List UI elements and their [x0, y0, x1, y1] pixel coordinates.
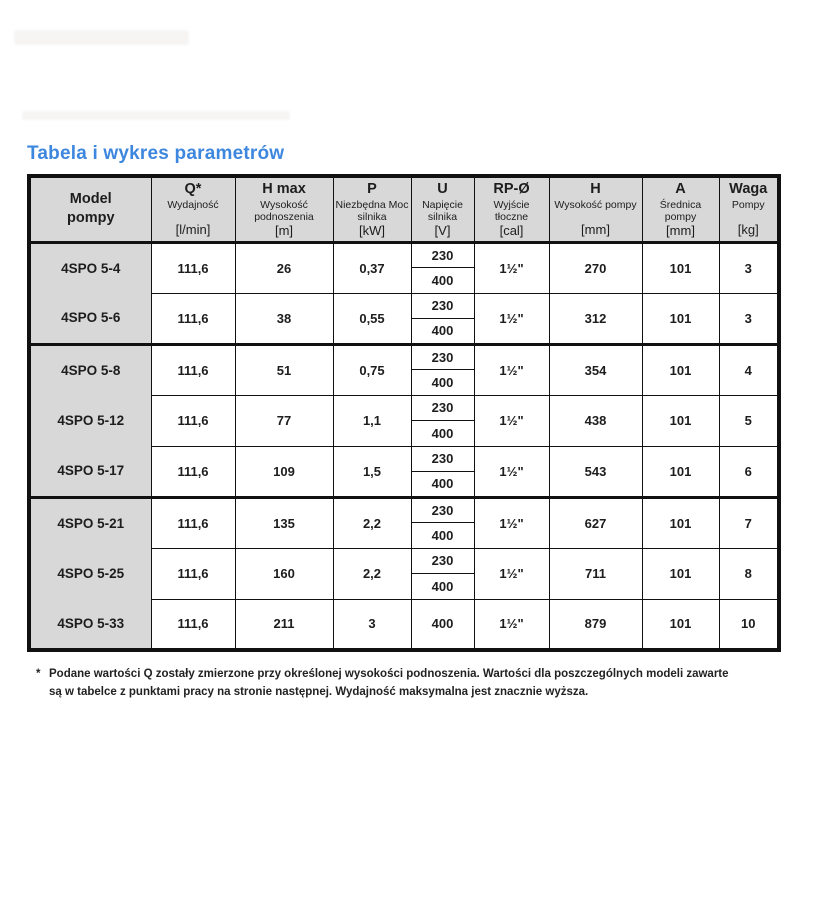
- cell-u-voltage: 400: [411, 370, 474, 396]
- column-header-u: [411, 176, 474, 242]
- header-description: Średnica pompy: [659, 198, 702, 224]
- column-header-content: [720, 178, 778, 240]
- cell-u-voltage: 400: [411, 268, 474, 294]
- column-header-p: [333, 176, 411, 242]
- cell-hmax: 77: [235, 395, 333, 446]
- cell-model: 4SPO 5-8: [29, 344, 151, 395]
- cell-q: 111,6: [151, 395, 235, 446]
- column-header-q: [151, 176, 235, 242]
- page-title: Tabela i wykres parametrów: [27, 143, 285, 164]
- cell-h: 627: [549, 497, 642, 548]
- column-header-h: [549, 176, 642, 242]
- cell-rp: 1½": [474, 242, 549, 293]
- cell-p: 0,37: [333, 242, 411, 293]
- cell-model: 4SPO 5-25: [29, 548, 151, 599]
- header-unit: [cal]: [499, 222, 524, 238]
- table-row: [29, 548, 779, 574]
- cell-a: 101: [642, 293, 719, 344]
- faded-artifact-top: [14, 30, 189, 45]
- cell-hmax: 26: [235, 242, 333, 293]
- cell-rp: 1½": [474, 395, 549, 446]
- cell-p: 0,75: [333, 344, 411, 395]
- column-header-content: [334, 178, 411, 240]
- cell-u-voltage: 230: [411, 497, 474, 523]
- cell-hmax: 51: [235, 344, 333, 395]
- cell-hmax: 135: [235, 497, 333, 548]
- cell-rp: 1½": [474, 446, 549, 497]
- cell-q: 111,6: [151, 497, 235, 548]
- cell-q: 111,6: [151, 242, 235, 293]
- cell-p: 1,1: [333, 395, 411, 446]
- header-symbol: RP-Ø: [493, 181, 530, 198]
- cell-u-voltage: 400: [411, 523, 474, 549]
- cell-model: 4SPO 5-4: [29, 242, 151, 293]
- cell-hmax: 160: [235, 548, 333, 599]
- cell-u-voltage: 230: [411, 344, 474, 370]
- header-unit: [kW]: [359, 222, 385, 238]
- table-row: [29, 599, 779, 650]
- cell-waga: 4: [719, 344, 779, 395]
- column-header-waga: [719, 176, 779, 242]
- column-header-content: [412, 178, 474, 240]
- column-header-rp: [474, 176, 549, 242]
- table-row: [29, 293, 779, 319]
- cell-h: 270: [549, 242, 642, 293]
- cell-h: 312: [549, 293, 642, 344]
- header-symbol: Q*: [184, 181, 202, 198]
- cell-h: 543: [549, 446, 642, 497]
- cell-waga: 10: [719, 599, 779, 650]
- parameters-table-wrapper: [27, 174, 781, 652]
- header-description: Napięcie silnika: [422, 198, 463, 224]
- cell-u-voltage: 400: [411, 421, 474, 447]
- cell-u-voltage: 230: [411, 395, 474, 421]
- footnote-line: Podane wartości Q zostały zmierzone przy określonej wysokości podnoszenia. Wartości dla poszczególnych modeli zawarte: [49, 668, 729, 680]
- column-header-content: [236, 178, 333, 240]
- header-symbol: Waga: [729, 181, 768, 198]
- cell-model: 4SPO 5-12: [29, 395, 151, 446]
- cell-a: 101: [642, 395, 719, 446]
- header-line: pompy: [66, 210, 115, 227]
- header-description: Wyjście tłoczne: [493, 198, 530, 224]
- cell-u-voltage: 400: [411, 472, 474, 498]
- cell-u-voltage: 230: [411, 446, 474, 472]
- table-header: [29, 176, 779, 242]
- header-unit: [V]: [434, 222, 451, 238]
- cell-u-voltage: 400: [411, 599, 474, 650]
- cell-p: 0,55: [333, 293, 411, 344]
- cell-hmax: 211: [235, 599, 333, 650]
- header-line: Model: [69, 191, 112, 208]
- column-header-model: [29, 176, 151, 242]
- column-header-a: [642, 176, 719, 242]
- cell-model: 4SPO 5-17: [29, 446, 151, 497]
- cell-q: 111,6: [151, 446, 235, 497]
- cell-hmax: 38: [235, 293, 333, 344]
- cell-hmax: 109: [235, 446, 333, 497]
- footnote-marker: *: [36, 668, 41, 680]
- cell-h: 354: [549, 344, 642, 395]
- cell-u-voltage: 230: [411, 293, 474, 319]
- header-symbol: H max: [262, 181, 306, 198]
- column-header-content: [643, 178, 719, 240]
- header-symbol: U: [437, 181, 448, 198]
- cell-q: 111,6: [151, 599, 235, 650]
- parameters-table: [27, 174, 781, 652]
- header-symbol: A: [675, 181, 686, 198]
- cell-a: 101: [642, 344, 719, 395]
- cell-h: 879: [549, 599, 642, 650]
- header-description: Pompy: [731, 198, 765, 211]
- cell-p: 2,2: [333, 497, 411, 548]
- column-header-content: [152, 178, 235, 240]
- column-header-content: [550, 178, 642, 240]
- cell-rp: 1½": [474, 599, 549, 650]
- cell-u-voltage: 400: [411, 319, 474, 345]
- cell-u-voltage: 230: [411, 548, 474, 574]
- cell-rp: 1½": [474, 344, 549, 395]
- header-description: Niezbędna Moc silnika: [335, 198, 409, 224]
- cell-waga: 8: [719, 548, 779, 599]
- table-row: [29, 446, 779, 472]
- header-symbol: P: [367, 181, 377, 198]
- cell-model: 4SPO 5-21: [29, 497, 151, 548]
- table-row: [29, 395, 779, 421]
- table-row: [29, 497, 779, 523]
- table-body: [29, 242, 779, 650]
- cell-rp: 1½": [474, 497, 549, 548]
- header-description: Wysokość pompy: [554, 198, 637, 211]
- cell-q: 111,6: [151, 344, 235, 395]
- header-unit: [mm]: [581, 221, 610, 237]
- cell-a: 101: [642, 548, 719, 599]
- cell-a: 101: [642, 497, 719, 548]
- footnote-text: [49, 666, 729, 701]
- cell-a: 101: [642, 599, 719, 650]
- cell-a: 101: [642, 446, 719, 497]
- cell-u-voltage: 230: [411, 242, 474, 268]
- footnote-line: są w tabelce z punktami pracy na stronie następnej. Wydajność maksymalna jest znacznie wyższa.: [49, 685, 589, 698]
- cell-waga: 7: [719, 497, 779, 548]
- cell-waga: 3: [719, 293, 779, 344]
- cell-q: 111,6: [151, 548, 235, 599]
- cell-waga: 3: [719, 242, 779, 293]
- cell-rp: 1½": [474, 548, 549, 599]
- cell-model: 4SPO 5-33: [29, 599, 151, 650]
- cell-p: 3: [333, 599, 411, 650]
- header-description: Wysokość podnoszenia: [254, 198, 314, 224]
- header-description: Wydajność: [167, 198, 219, 211]
- column-header-model-label: [31, 178, 151, 240]
- header-row: [29, 176, 779, 242]
- faded-artifact-subtitle: [22, 111, 290, 120]
- cell-rp: 1½": [474, 293, 549, 344]
- column-header-hmax: [235, 176, 333, 242]
- cell-h: 711: [549, 548, 642, 599]
- footnote: [36, 666, 806, 701]
- column-header-content: [475, 178, 549, 240]
- cell-p: 1,5: [333, 446, 411, 497]
- header-symbol: H: [590, 181, 601, 198]
- table-row: [29, 344, 779, 370]
- cell-waga: 6: [719, 446, 779, 497]
- cell-model: 4SPO 5-6: [29, 293, 151, 344]
- cell-q: 111,6: [151, 293, 235, 344]
- header-unit: [mm]: [666, 222, 695, 238]
- header-unit: [kg]: [737, 221, 759, 237]
- header-unit: [m]: [274, 222, 294, 238]
- cell-a: 101: [642, 242, 719, 293]
- header-unit: [l/min]: [175, 221, 211, 237]
- cell-u-voltage: 400: [411, 574, 474, 600]
- cell-p: 2,2: [333, 548, 411, 599]
- cell-waga: 5: [719, 395, 779, 446]
- cell-h: 438: [549, 395, 642, 446]
- table-row: [29, 242, 779, 268]
